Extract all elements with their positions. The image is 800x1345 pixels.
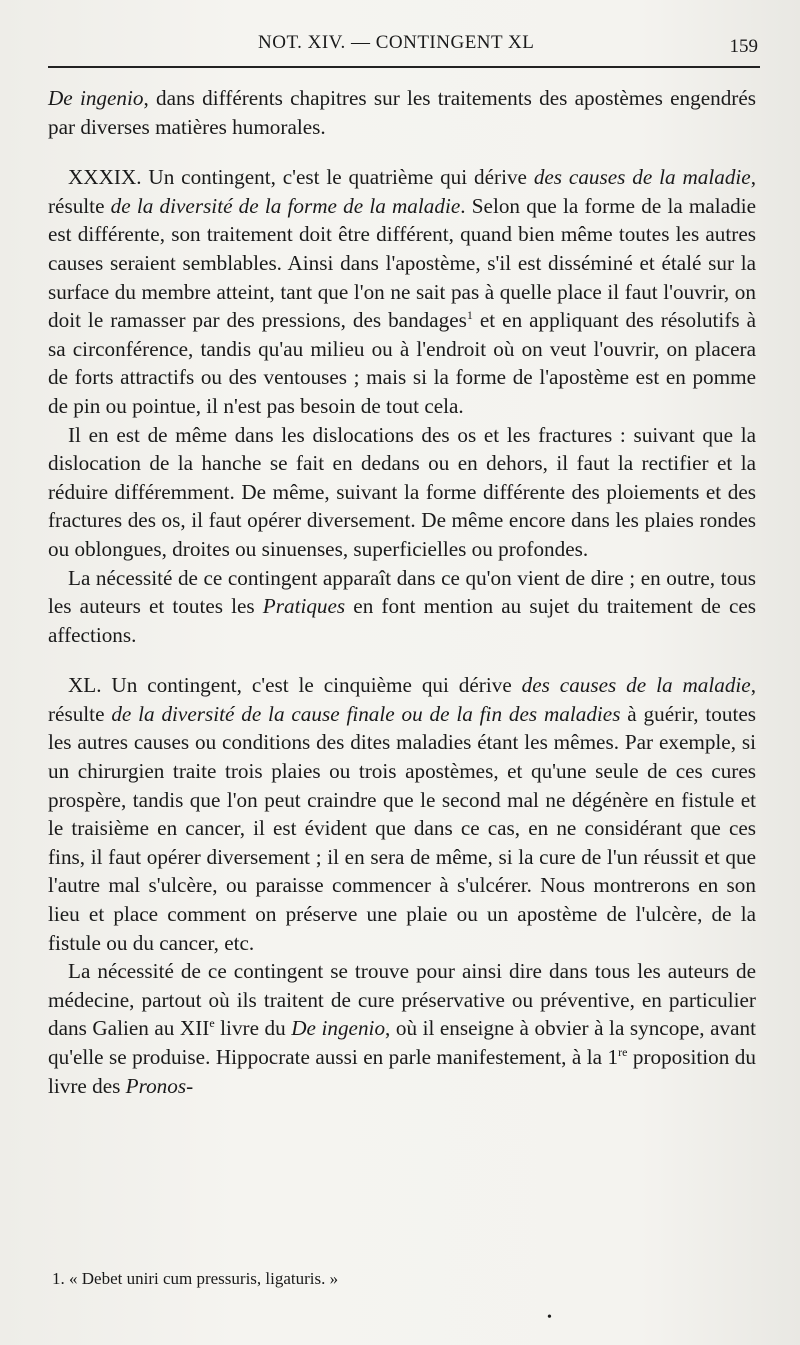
italic-text: de la diversité de la cause finale ou de la fin des maladies (111, 701, 621, 726)
italic-text: Pratiques (262, 594, 346, 619)
paragraph-xl (48, 671, 756, 957)
text-run: . Selon que la forme de la maladie est différente, son traitement doit être différent, quand bien même toutes les autres causes seraient semblables. Ainsi dans l'apostème, s'il est disséminé et étalé sur la surface du membre atteint, tant que l'on ne sait pas à quelle place il faut l'ouvrir, on doit le ramasser par des pressions, des bandages (48, 193, 756, 333)
italic-text: des causes de la maladie (521, 673, 751, 698)
italic-text: de la diversité de la forme de la maladie (110, 193, 461, 218)
text-run: à guérir, toutes les autres causes ou conditions des dites maladies étant les mêmes. Par exemple, si un chirurgien traite trois plaies ou trois apostèmes, et qu'une seule de ces cures prospère, tandis que l'on peut craindre que le second mal ne dégénère en fistule et le traisième en cancer, il est évident que dans ce cas, en ne considérant que ces fins, il faut opérer diversement ; il en sera de même, si la cure de l'un réussit et que l'autre mal s'ulcère, ou paraisse commencer à s'ulcérer. Nous montrerons en son lieu et place comment on préserve une plaie ou un apostème de l'ulcère, de la fistule ou du cancer, etc. (48, 701, 756, 955)
italic-text: Pronos- (125, 1073, 194, 1098)
superscript: re (618, 1044, 628, 1059)
paragraph-dislocations (48, 421, 756, 564)
text-run: en font mention au sujet du traitement de ces affections. (48, 594, 756, 647)
text-run: proposition du livre des (48, 1045, 756, 1098)
paragraph-1 (48, 84, 756, 141)
italic-text: De ingenio (48, 86, 144, 110)
page-header (48, 28, 758, 60)
text-run: La nécessité de ce contingent se trouve pour ainsi dire dans tous les auteurs de médecine, partout où ils traitent de cure préservative ou préventive, en particulier dans Galien au XII (48, 959, 756, 1041)
paragraph-necessity-2 (48, 957, 756, 1100)
signature-mark: • (547, 1310, 552, 1325)
body-text (48, 84, 756, 1100)
text-run: Il en est de même dans les dislocations des os et les fractures : suivant que la dislocation de la hanche se fait en dedans ou en dehors, il faut la rectifier et la réduire différemment. De même, suivant la forme différente des ploiements et des fractures des os, il faut opérer diversement. De même encore dans les plaies rondes ou oblongues, droites ou sinuenses, superficielles ou profondes. (48, 422, 756, 561)
text-run: La nécessité de ce contingent apparaît dans ce qu'on vient de dire ; en outre, tous les auteurs et toutes les (48, 565, 756, 619)
superscript: e (209, 1016, 215, 1031)
italic-text: De ingenio (291, 1016, 386, 1041)
text-run: , où il enseigne à obvier à la syncope, avant qu'elle se produise. Hippocrate aussi en parle manifestement, à la 1 (48, 1016, 757, 1069)
text-run: XXXIX. Un contingent, c'est le quatrième qui dérive (68, 165, 534, 190)
header-rule (48, 66, 760, 68)
footnote-text: « Debet uniri cum pressuris, ligaturis. » (69, 1269, 339, 1288)
paragraph-necessity-1 (48, 564, 756, 650)
footnote-number: 1. (52, 1269, 65, 1288)
footnote (48, 1268, 748, 1290)
text-run: , dans différents chapitres sur les traitements des apostèmes engendrés par diverses matières humorales. (48, 86, 756, 139)
text-run: , résulte (48, 165, 757, 218)
text-run: livre du (214, 1016, 292, 1041)
text-run: XL. Un contingent, c'est le cinquième qui dérive (68, 673, 522, 698)
italic-text: des causes de la maladie (533, 165, 751, 190)
text-run: et en appliquant des résolutifs à sa circonférence, tandis qu'au milieu ou à l'endroit où on veut l'ouvrir, on placera de forts attractifs ou des ventouses ; mais si la forme de l'apostème est en pomme de pin ou pointue, il n'est pas besoin de tout cela. (48, 308, 757, 418)
text-run: , résulte (48, 673, 757, 726)
footnote-reference: 1 (466, 308, 473, 323)
paragraph-xxxix (48, 163, 756, 420)
page-number: 159 (729, 36, 758, 57)
running-head: NOT. XIV. — CONTINGENT XL (258, 32, 535, 53)
